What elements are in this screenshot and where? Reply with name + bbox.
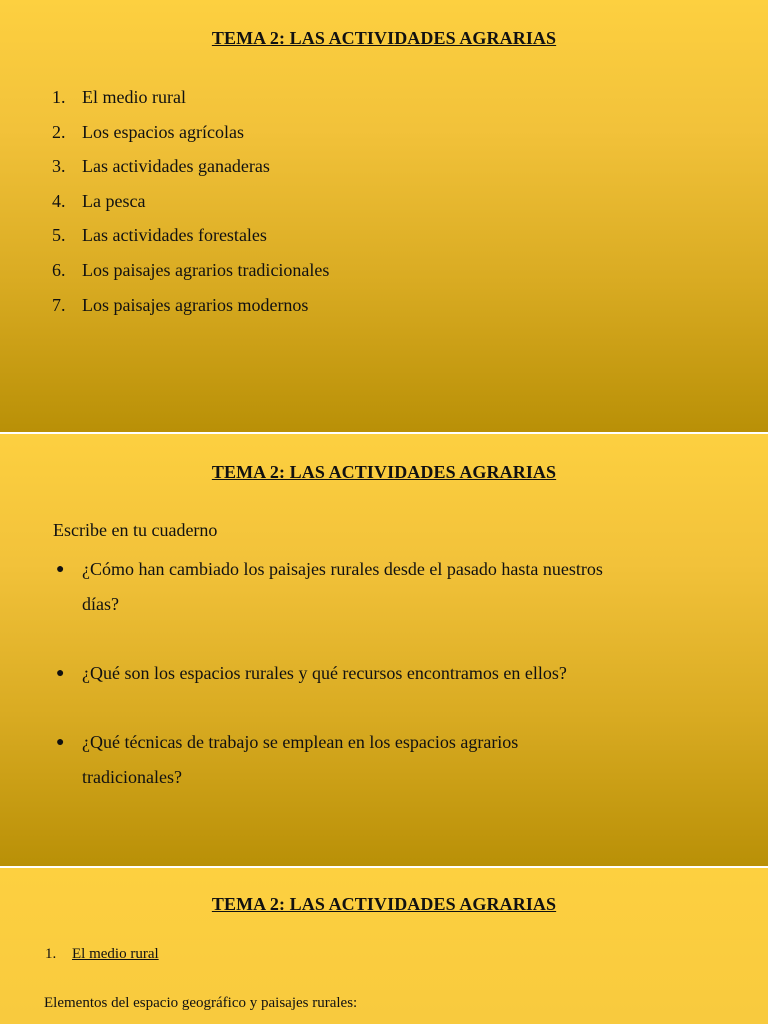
- question-item: [53, 552, 612, 622]
- list-label: Los paisajes agrarios modernos: [82, 294, 309, 315]
- slide-1: [0, 0, 768, 432]
- list-item: [52, 190, 329, 225]
- slide-title: TEMA 2: LAS ACTIVIDADES AGRARIAS: [211, 28, 557, 48]
- list-item: [52, 155, 329, 190]
- list-item: [52, 86, 329, 121]
- list-label: Los paisajes agrarios tradicionales: [82, 259, 330, 280]
- bullet-icon: ●: [56, 562, 65, 577]
- section-number: 1.: [45, 946, 57, 962]
- list-number: 7.: [52, 294, 66, 315]
- question-item: [53, 725, 582, 795]
- list-number: 6.: [52, 259, 66, 280]
- question-text: ¿Qué técnicas de trabajo se emplean en los espacios agrarios tradicionales?: [82, 732, 519, 787]
- list-item: [52, 121, 329, 156]
- slide-title: TEMA 2: LAS ACTIVIDADES AGRARIAS: [211, 894, 557, 914]
- list-label: Las actividades ganaderas: [82, 156, 270, 177]
- list-label: Las actividades forestales: [82, 225, 267, 246]
- slide-title: TEMA 2: LAS ACTIVIDADES AGRARIAS: [211, 462, 557, 482]
- section-label: El medio rural: [72, 946, 159, 962]
- instruction-text: Escribe en tu cuaderno: [53, 520, 218, 540]
- list-label: La pesca: [82, 190, 146, 211]
- slide-2: [0, 434, 768, 866]
- list-label: Los espacios agrícolas: [82, 121, 244, 142]
- body-text: Elementos del espacio geográfico y paisajes rurales:: [44, 995, 358, 1011]
- list-number: 3.: [52, 156, 66, 177]
- slide-3: [0, 868, 768, 1024]
- list-item: [52, 259, 329, 294]
- topic-list: [52, 86, 329, 328]
- bullet-icon: ●: [56, 735, 65, 750]
- section-heading: [45, 946, 159, 963]
- list-item: [52, 224, 329, 259]
- question-text: ¿Qué son los espacios rurales y qué recursos encontramos en ellos?: [82, 663, 567, 683]
- list-label: El medio rural: [82, 87, 186, 107]
- list-number: 4.: [52, 190, 66, 211]
- question-list: [53, 552, 653, 795]
- bullet-icon: ●: [56, 666, 65, 681]
- list-number: 2.: [52, 121, 66, 142]
- question-text: ¿Cómo han cambiado los paisajes rurales desde el pasado hasta nuestros días?: [82, 559, 603, 614]
- question-item: [53, 656, 653, 691]
- list-item: [52, 294, 329, 329]
- list-number: 5.: [52, 225, 66, 246]
- list-number: 1.: [52, 87, 66, 107]
